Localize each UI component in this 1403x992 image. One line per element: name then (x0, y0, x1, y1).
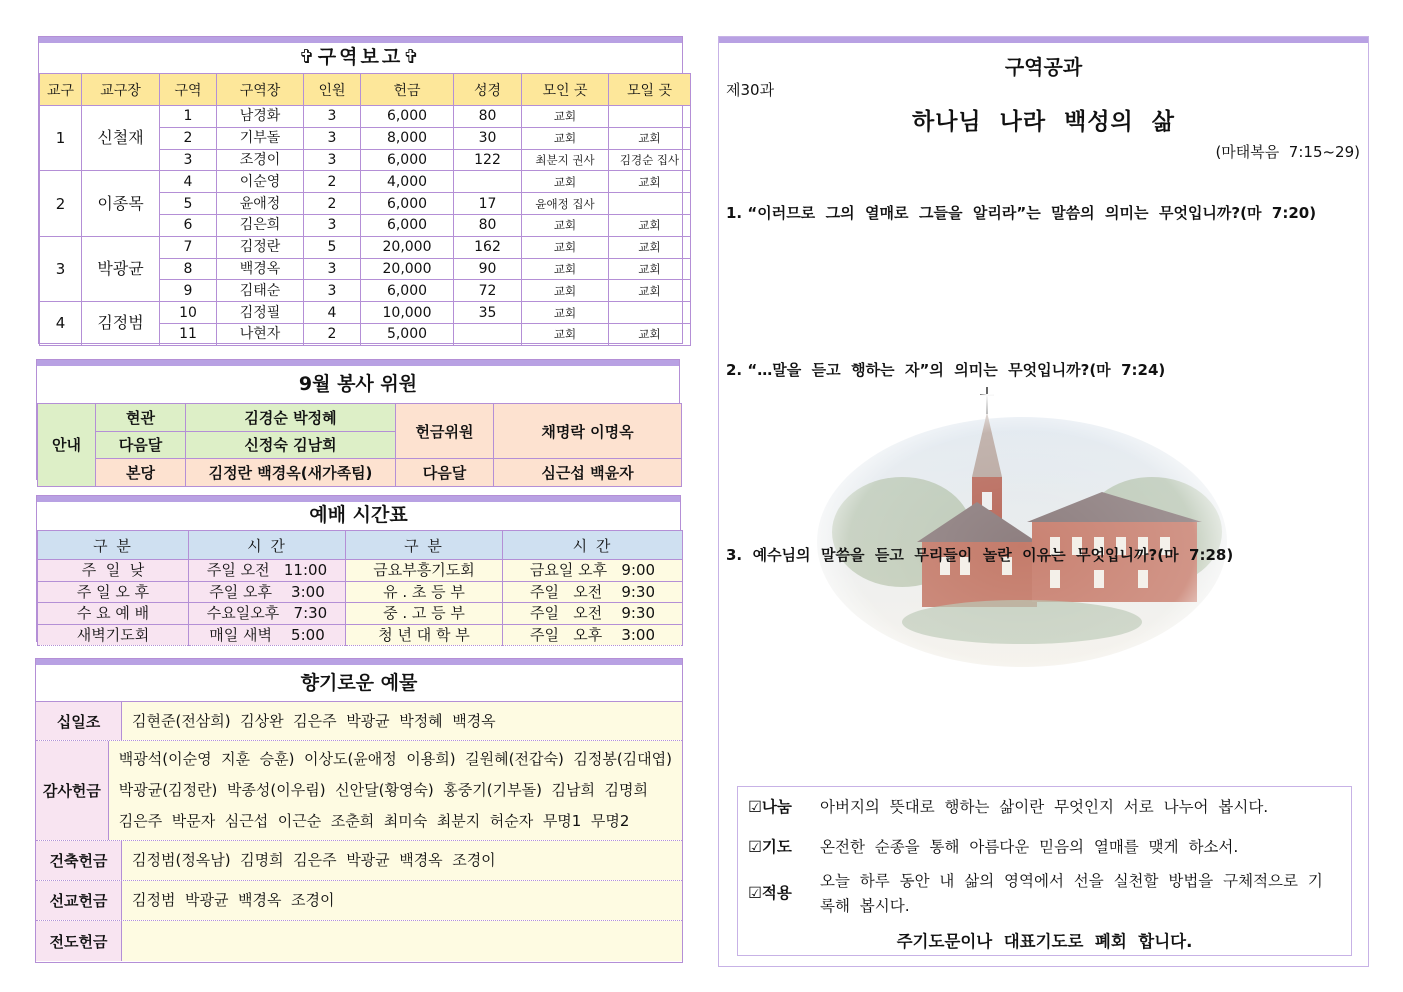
offering-row (36, 702, 682, 741)
service-time: 주일 오전 9:30 (503, 581, 683, 603)
service-names: 김경순 박정혜 (186, 404, 396, 432)
bible-count (454, 171, 522, 193)
offering-amount: 10,000 (361, 302, 454, 324)
lesson-heading: 구역공과 (1004, 55, 1083, 79)
col-header: 모일 곳 (609, 74, 691, 106)
offering-title: 향기로운 예물 (36, 665, 682, 702)
application-box (737, 786, 1352, 956)
attendance-count: 2 (304, 171, 361, 193)
offering-names (109, 741, 682, 840)
district-number: 2 (160, 127, 217, 149)
attendance-count: 2 (304, 193, 361, 215)
lesson-title: 하나님 나라 백성의 삶 (911, 109, 1175, 135)
service-time: 주일 오전 9:30 (503, 603, 683, 625)
offering-names (122, 702, 682, 740)
offering-names (122, 921, 682, 961)
met-place: 교회 (522, 280, 609, 302)
attendance-count: 3 (304, 214, 361, 236)
bible-count: 35 (454, 302, 522, 324)
col-header: 헌금 (361, 74, 454, 106)
service-time: 수요일오후 7:30 (189, 603, 346, 625)
offering-names-line: 김정범(정옥남) 김명희 김은주 박광균 백경옥 조경이 (132, 851, 496, 869)
service-place: 현관 (96, 404, 186, 432)
next-month-label: 다음달 (396, 459, 494, 487)
district-number: 1 (160, 106, 217, 128)
attendance-count: 3 (304, 149, 361, 171)
offering-amount: 6,000 (361, 214, 454, 236)
offering-amount: 20,000 (361, 236, 454, 258)
service-category: 유 . 초 등 부 (346, 581, 503, 603)
col-header: 구역 (160, 74, 217, 106)
table-row (40, 106, 691, 128)
bible-count: 80 (454, 214, 522, 236)
met-place: 교회 (522, 214, 609, 236)
apply-text: 오늘 하루 동안 내 삶의 영역에서 선을 실천할 방법을 구체적으로 기록해 봅시다. (820, 872, 1323, 915)
apply-text: 온전한 순종을 통해 아름다운 믿음의 열매를 맺게 하소서. (820, 838, 1239, 856)
table-row (38, 404, 682, 432)
table-row (38, 624, 683, 646)
offering-label: 전도헌금 (36, 921, 122, 961)
parish-leader: 신철재 (82, 106, 160, 171)
col-header: 구 분 (346, 531, 503, 560)
offering-names-line: 김정범 박광균 백경옥 조경이 (132, 891, 335, 909)
bible-count: 90 (454, 258, 522, 280)
col-header: 구 분 (38, 531, 189, 560)
parish-leader: 이종목 (82, 171, 160, 236)
offering-panel (35, 658, 683, 963)
meet-place (609, 302, 691, 324)
offering-committee-label: 헌금위원 (396, 404, 494, 459)
district-number: 5 (160, 193, 217, 215)
service-category: 주 일 오 후 (38, 581, 189, 603)
offering-label: 감사헌금 (36, 741, 109, 840)
offering-label: 건축헌금 (36, 841, 122, 880)
col-header: 교구 (40, 74, 82, 106)
question-2: 2. “…말을 듣고 행하는 자”의 의미는 무엇입니까?(마 7:24) (726, 361, 1166, 379)
table-row (40, 302, 691, 324)
parish-leader: 김정범 (82, 302, 160, 346)
district-number: 8 (160, 258, 217, 280)
parish-number: 2 (40, 171, 82, 236)
district-leader: 이순영 (217, 171, 304, 193)
col-header: 시 간 (503, 531, 683, 560)
bible-count: 30 (454, 127, 522, 149)
service-place: 다음달 (96, 431, 186, 459)
district-report-panel (38, 36, 683, 344)
service-category: 새벽기도회 (38, 624, 189, 646)
service-committee-title: 9월 봉사 위원 (37, 366, 679, 403)
service-category: 중 . 고 등 부 (346, 603, 503, 625)
service-names: 김정란 백경옥(새가족팀) (186, 459, 396, 487)
meet-place: 교회 (609, 236, 691, 258)
met-place: 최분지 권사 (522, 149, 609, 171)
apply-key: ☑적용 (748, 884, 792, 902)
offering-amount: 6,000 (361, 106, 454, 128)
apply-application (748, 869, 1325, 919)
offering-names-line: 백광석(이순영 지훈 승훈) 이상도(윤애정 이용희) 길원혜(전갑숙) 김정봉(김대엽) (118, 750, 672, 768)
next-month-names: 심근섭 백윤자 (494, 459, 682, 487)
attendance-count: 3 (304, 106, 361, 128)
apply-text: 아버지의 뜻대로 행하는 삶이란 무엇인지 서로 나누어 봅시다. (820, 798, 1269, 816)
offering-names-line: 박광균(김정란) 박종성(이우림) 신안달(황영숙) 홍중기(기부돌) 김남희 김명희 (118, 781, 648, 799)
schedule-header-row (38, 531, 683, 560)
service-time: 주일 오후 3:00 (503, 624, 683, 646)
met-place: 교회 (522, 127, 609, 149)
worship-schedule-table (37, 530, 683, 646)
table-row (38, 603, 683, 625)
attendance-count: 3 (304, 127, 361, 149)
question-3: 3. 예수님의 말씀을 듣고 무리들이 놀란 이유는 무엇입니까?(마 7:28) (726, 546, 1234, 564)
service-time: 금요일 오후 9:00 (503, 560, 683, 582)
met-place: 교회 (522, 171, 609, 193)
offering-amount: 6,000 (361, 149, 454, 171)
offering-label: 십일조 (36, 702, 122, 740)
meet-place (609, 193, 691, 215)
table-row (40, 171, 691, 193)
meet-place: 교회 (609, 127, 691, 149)
bible-count: 17 (454, 193, 522, 215)
closing-text: 주기도문이나 대표기도로 폐회 합니다. (896, 932, 1193, 951)
district-number: 3 (160, 149, 217, 171)
met-place: 교회 (522, 302, 609, 324)
met-place: 윤애정 집사 (522, 193, 609, 215)
service-time: 주일 오후 3:00 (189, 581, 346, 603)
district-leader: 남경화 (217, 106, 304, 128)
parish-leader: 박광균 (82, 236, 160, 301)
met-place: 교회 (522, 323, 609, 345)
bible-count: 122 (454, 149, 522, 171)
met-place: 교회 (522, 258, 609, 280)
district-leader: 조경이 (217, 149, 304, 171)
district-leader: 김정란 (217, 236, 304, 258)
service-committee-panel (36, 359, 680, 480)
met-place: 교회 (522, 106, 609, 128)
offering-amount: 8,000 (361, 127, 454, 149)
service-category: 주 일 낮 (38, 560, 189, 582)
offering-names-line: 김현준(전삼희) 김상완 김은주 박광균 박정혜 백경옥 (132, 711, 496, 730)
parish-number: 3 (40, 236, 82, 301)
attendance-count: 2 (304, 323, 361, 345)
district-leader: 김은희 (217, 214, 304, 236)
service-names: 신정숙 김남희 (186, 431, 396, 459)
offering-amount: 20,000 (361, 258, 454, 280)
offering-label: 선교헌금 (36, 881, 122, 920)
district-report-title: ✞구역보고✞ (39, 43, 682, 73)
col-header: 시 간 (189, 531, 346, 560)
lesson-panel (718, 36, 1369, 967)
table-row (38, 581, 683, 603)
bible-count: 162 (454, 236, 522, 258)
apply-key: ☑기도 (748, 838, 792, 856)
district-report-header-row (40, 74, 691, 106)
district-report-table (39, 73, 691, 346)
lesson-number: 제30과 (726, 81, 775, 99)
district-leader: 나현자 (217, 323, 304, 345)
offering-amount: 6,000 (361, 280, 454, 302)
offering-names (122, 841, 682, 880)
offering-row (36, 841, 682, 881)
offering-row (36, 921, 682, 961)
offering-row (36, 881, 682, 921)
meet-place: 교회 (609, 171, 691, 193)
service-time: 주일 오전 11:00 (189, 560, 346, 582)
table-row (40, 236, 691, 258)
col-header: 교구장 (82, 74, 160, 106)
col-header: 모인 곳 (522, 74, 609, 106)
worship-schedule-panel (36, 495, 681, 642)
district-number: 7 (160, 236, 217, 258)
service-place: 본당 (96, 459, 186, 487)
lesson-reference: (마태복음 7:15~29) (1215, 143, 1360, 161)
col-header: 성경 (454, 74, 522, 106)
district-leader: 김태순 (217, 280, 304, 302)
district-leader: 백경옥 (217, 258, 304, 280)
question-1: 1. “이러므로 그의 열매로 그들을 알리라”는 말씀의 의미는 무엇입니까?(마 7:20) (726, 204, 1317, 222)
apply-share (748, 795, 1325, 820)
col-header: 인원 (304, 74, 361, 106)
parish-number: 1 (40, 106, 82, 171)
bible-count: 80 (454, 106, 522, 128)
bible-count: 72 (454, 280, 522, 302)
meet-place (609, 106, 691, 128)
district-number: 10 (160, 302, 217, 324)
table-row (38, 459, 682, 487)
apply-key: ☑나눔 (748, 798, 792, 816)
service-category: 청 년 대 학 부 (346, 624, 503, 646)
parish-number: 4 (40, 302, 82, 346)
offering-names (122, 881, 682, 920)
attendance-count: 5 (304, 236, 361, 258)
district-number: 6 (160, 214, 217, 236)
district-number: 9 (160, 280, 217, 302)
church-illustration (812, 382, 1232, 667)
panel-accent-bar (719, 37, 1368, 43)
offering-amount: 6,000 (361, 193, 454, 215)
offering-amount: 5,000 (361, 323, 454, 345)
offering-row (36, 741, 682, 841)
attendance-count: 3 (304, 258, 361, 280)
meet-place: 김경순 집사 (609, 149, 691, 171)
service-committee-table (37, 403, 682, 487)
offering-names-line: 김은주 박문자 심근섭 이근순 조춘희 최미숙 최분지 허순자 무명1 무명2 (118, 812, 630, 830)
district-number: 11 (160, 323, 217, 345)
service-category: 수 요 예 배 (38, 603, 189, 625)
attendance-count: 4 (304, 302, 361, 324)
apply-prayer (748, 835, 1325, 860)
district-leader: 윤애정 (217, 193, 304, 215)
district-number: 4 (160, 171, 217, 193)
meet-place: 교회 (609, 280, 691, 302)
bible-count (454, 323, 522, 345)
worship-schedule-title: 예배 시간표 (37, 502, 680, 530)
district-leader: 기부돌 (217, 127, 304, 149)
meet-place: 교회 (609, 323, 691, 345)
guide-label: 안내 (38, 404, 96, 487)
meet-place: 교회 (609, 258, 691, 280)
met-place: 교회 (522, 236, 609, 258)
service-category: 금요부흥기도회 (346, 560, 503, 582)
table-row (38, 560, 683, 582)
offering-committee-names: 채명락 이명옥 (494, 404, 682, 459)
service-time: 매일 새벽 5:00 (189, 624, 346, 646)
attendance-count: 3 (304, 280, 361, 302)
district-leader: 김정필 (217, 302, 304, 324)
col-header: 구역장 (217, 74, 304, 106)
meet-place: 교회 (609, 214, 691, 236)
offering-amount: 4,000 (361, 171, 454, 193)
